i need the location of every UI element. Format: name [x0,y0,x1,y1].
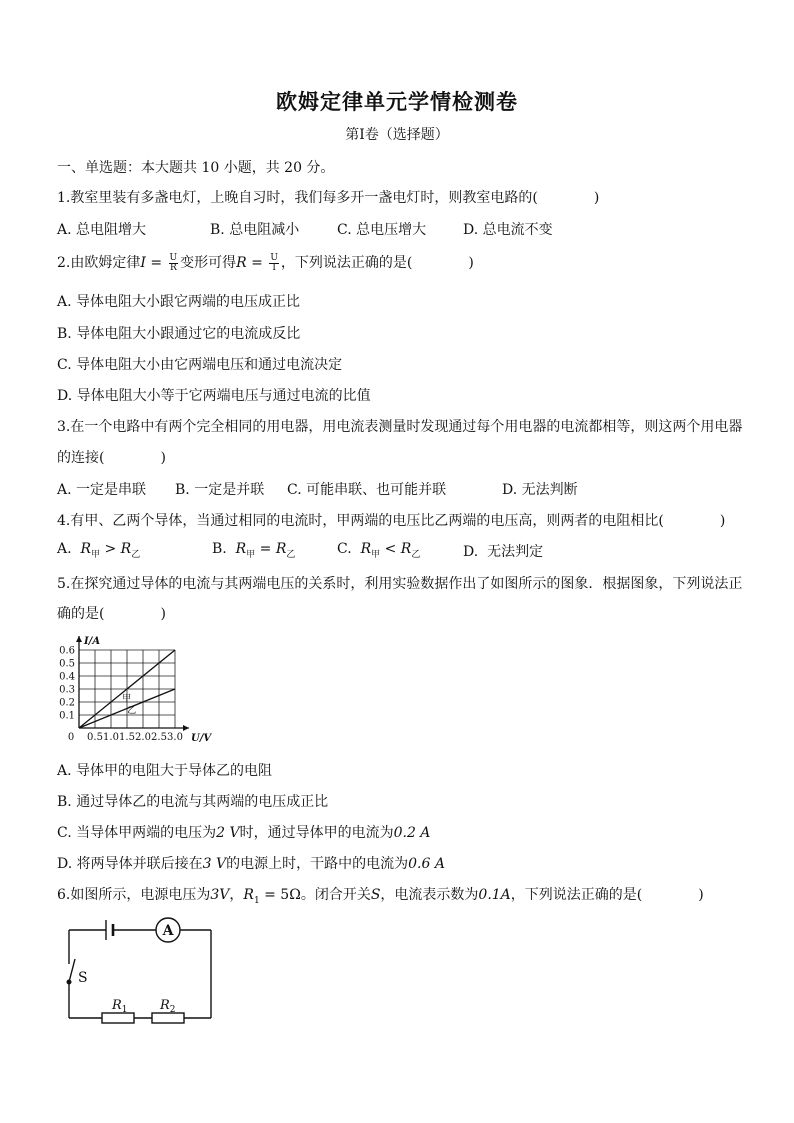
q4-b-sub1: 甲 [246,549,256,560]
resistor-r2 [152,1013,184,1023]
q4-option-d[interactable] [463,541,543,561]
q1-option-b[interactable]: B. 总电阻减小 [210,222,300,238]
q6-switch: S [370,887,381,903]
resistor-r1 [102,1013,134,1023]
q4-a-sub2: 乙 [131,549,141,560]
q5-d-mid: 的电源上时，干路中的电流为 [226,856,409,872]
r1-label-sub: 1 [121,1005,128,1015]
q4-b-r2: R [275,541,287,557]
q5-option-d[interactable] [57,853,445,873]
q6-mid3: ，电流表示数为 [380,887,479,903]
q6-mid2: 。闭合开关 [300,887,371,903]
q2-option-a[interactable]: A. 导体电阻大小跟它两端的电压成正比 [57,294,301,310]
r1-label [111,998,128,1015]
q4-b-sub2: 乙 [286,549,296,560]
q5-c-v2: 0.2 A [393,825,431,841]
question-5-stem-line2: 确的是( ) [57,606,166,622]
q2-eq2-eq: = [246,255,268,271]
ammeter-label: A [162,923,174,939]
section-heading: 一、单选题：本大题共 10 小题，共 20 分。 [57,160,335,176]
q4-c-r2: R [400,541,412,557]
q5-option-b[interactable]: B. 通过导体乙的电流与其两端的电压成正比 [57,794,329,810]
q3-option-c[interactable]: C. 可能串联、也可能并联 [287,482,447,498]
q4-b-op: = [255,541,276,557]
x-tick-label: 3.0 [167,732,183,743]
q4-b-label: B. [212,541,227,557]
switch-blade [69,959,75,982]
q5-d-v2: 0.6 A [408,856,445,872]
series-label-yi: 乙 [127,706,137,717]
q2-eq2-fraction [269,254,279,273]
q2-eq1-fraction [169,254,179,273]
q2-option-d[interactable]: D. 导体电阻大小等于它两端电压与通过电流的比值 [57,388,371,404]
iu-graph [57,630,217,748]
y-tick-label: 0.3 [59,684,75,696]
q4-c-op: < [380,541,401,557]
y-tick-label: 0.2 [59,697,75,709]
q6-r1: R [243,887,254,903]
q1-option-c[interactable]: C. 总电压增大 [337,222,427,238]
q3-option-d[interactable]: D. 无法判断 [502,482,578,498]
q2-option-c[interactable]: C. 导体电阻大小由它两端电压和通过电流决定 [57,357,343,373]
series-label-jia: 甲 [122,693,132,704]
question-3-stem-line2: 的连接( ) [57,450,166,466]
y-axis-label: I/A [84,636,101,647]
x-axis-label: U/V [191,733,212,744]
q4-c-r1: R [360,541,372,557]
q2-eq1-lhs: I [140,255,146,271]
q4-a-label: A. [57,541,72,557]
q2-eq1-eq: = [145,255,167,271]
q5-c-pre: C. 当导体甲两端的电压为 [57,825,217,841]
q4-c-sub2: 乙 [411,549,421,560]
x-axis-arrow [183,725,189,731]
q4-b-r1: R [235,541,247,557]
q4-option-c[interactable] [337,541,420,560]
q6-mid1: ， [229,887,244,903]
switch-pivot [67,980,71,984]
q2-stem-mid: 变形可得 [180,255,237,271]
q2-stem-post: ，下列说法正确的是( ) [280,255,474,271]
q4-d-label: D. [463,544,479,560]
q2-stem-pre: 2.由欧姆定律 [57,255,141,271]
q3-option-b[interactable]: B. 一定是并联 [175,482,265,498]
r2-label-main: R [160,998,170,1013]
q3-option-a[interactable]: A. 一定是串联 [57,482,147,498]
q1-option-a[interactable]: A. 总电阻增大 [57,222,147,238]
section-subtitle: 第Ⅰ卷（选择题） [345,127,449,143]
q4-a-r2: R [120,541,132,557]
q5-option-c[interactable] [57,822,430,842]
q2-eq2-lhs: R [236,255,247,271]
switch-label: S [78,970,88,986]
y-tick-label: 0.5 [59,658,75,670]
r1-label-main: R [112,998,122,1013]
r2-label-sub: 2 [169,1005,176,1015]
r2-label [159,998,176,1015]
question-6-stem [57,884,704,906]
circuit-diagram [60,912,220,1027]
question-5-stem-line1: 5.在探究通过导体的电流与其两端电压的关系时，利用实验数据作出了如图所示的图象．根据图象，下列说法正 [57,576,743,592]
q6-r1-sub: 1 [253,895,260,906]
q5-c-mid: 时，通过导体甲的电流为 [239,825,394,841]
q4-a-sub1: 甲 [91,549,101,560]
q5-d-v1: 3 V [202,856,227,872]
q4-option-a[interactable] [57,541,140,560]
q6-post: ，下列说法正确的是( ) [510,887,704,903]
x-tick-label: 2.5 [151,732,167,743]
q6-voltage: 3V [210,887,230,903]
x-tick-label: 1.0 [103,732,119,743]
q5-option-a[interactable]: A. 导体甲的电阻大于导体乙的电阻 [57,763,273,779]
q2-option-b[interactable]: B. 导体电阻大小跟通过它的电流成反比 [57,326,301,342]
y-tick-label: 0.6 [59,645,75,657]
x-tick-label: 2.0 [135,732,151,743]
q4-option-b[interactable] [212,541,295,560]
q4-a-r1: R [80,541,92,557]
q2-eq2-den: I [272,262,276,273]
y-tick-label: 0.4 [59,671,75,683]
q6-pre: 6.如图所示，电源电压为 [57,887,211,903]
q4-c-label: C. [337,541,352,557]
q4-d-text: 无法判定 [487,544,544,560]
y-tick-label: 0.1 [59,710,75,722]
question-4-stem: 4.有甲、乙两个导体，当通过相同的电流时，甲两端的电压比乙两端的电压高，则两者的电阻相比( ) [57,513,726,529]
q5-d-pre: D. 将两导体并联后接在 [57,856,203,872]
q6-r1-val: = 5Ω [259,887,301,903]
origin-label: 0 [67,732,75,743]
question-3-stem-line1: 3.在一个电路中有两个完全相同的用电器，用电流表测量时发现通过每个用电器的电流都相等，则这两个用电器 [57,419,743,435]
q2-eq1-den: R [169,262,177,273]
y-axis-arrow [76,636,82,642]
q1-option-d[interactable]: D. 总电流不变 [463,222,553,238]
q2-eq1-num: U [169,252,178,263]
q5-c-v1: 2 V [216,825,240,841]
q4-c-sub1: 甲 [371,549,381,560]
q2-eq2-num: U [270,252,278,263]
question-2-stem [57,252,474,273]
x-tick-label: 1.5 [119,732,135,743]
q4-a-op: > [100,541,121,557]
page-title: 欧姆定律单元学情检测卷 [276,89,518,114]
x-tick-label: 0.5 [87,732,103,743]
question-1-stem: 1.教室里装有多盏电灯，上晚自习时，我们每多开一盏电灯时，则教室电路的( ) [57,190,600,206]
q6-current: 0.1A [478,887,511,903]
